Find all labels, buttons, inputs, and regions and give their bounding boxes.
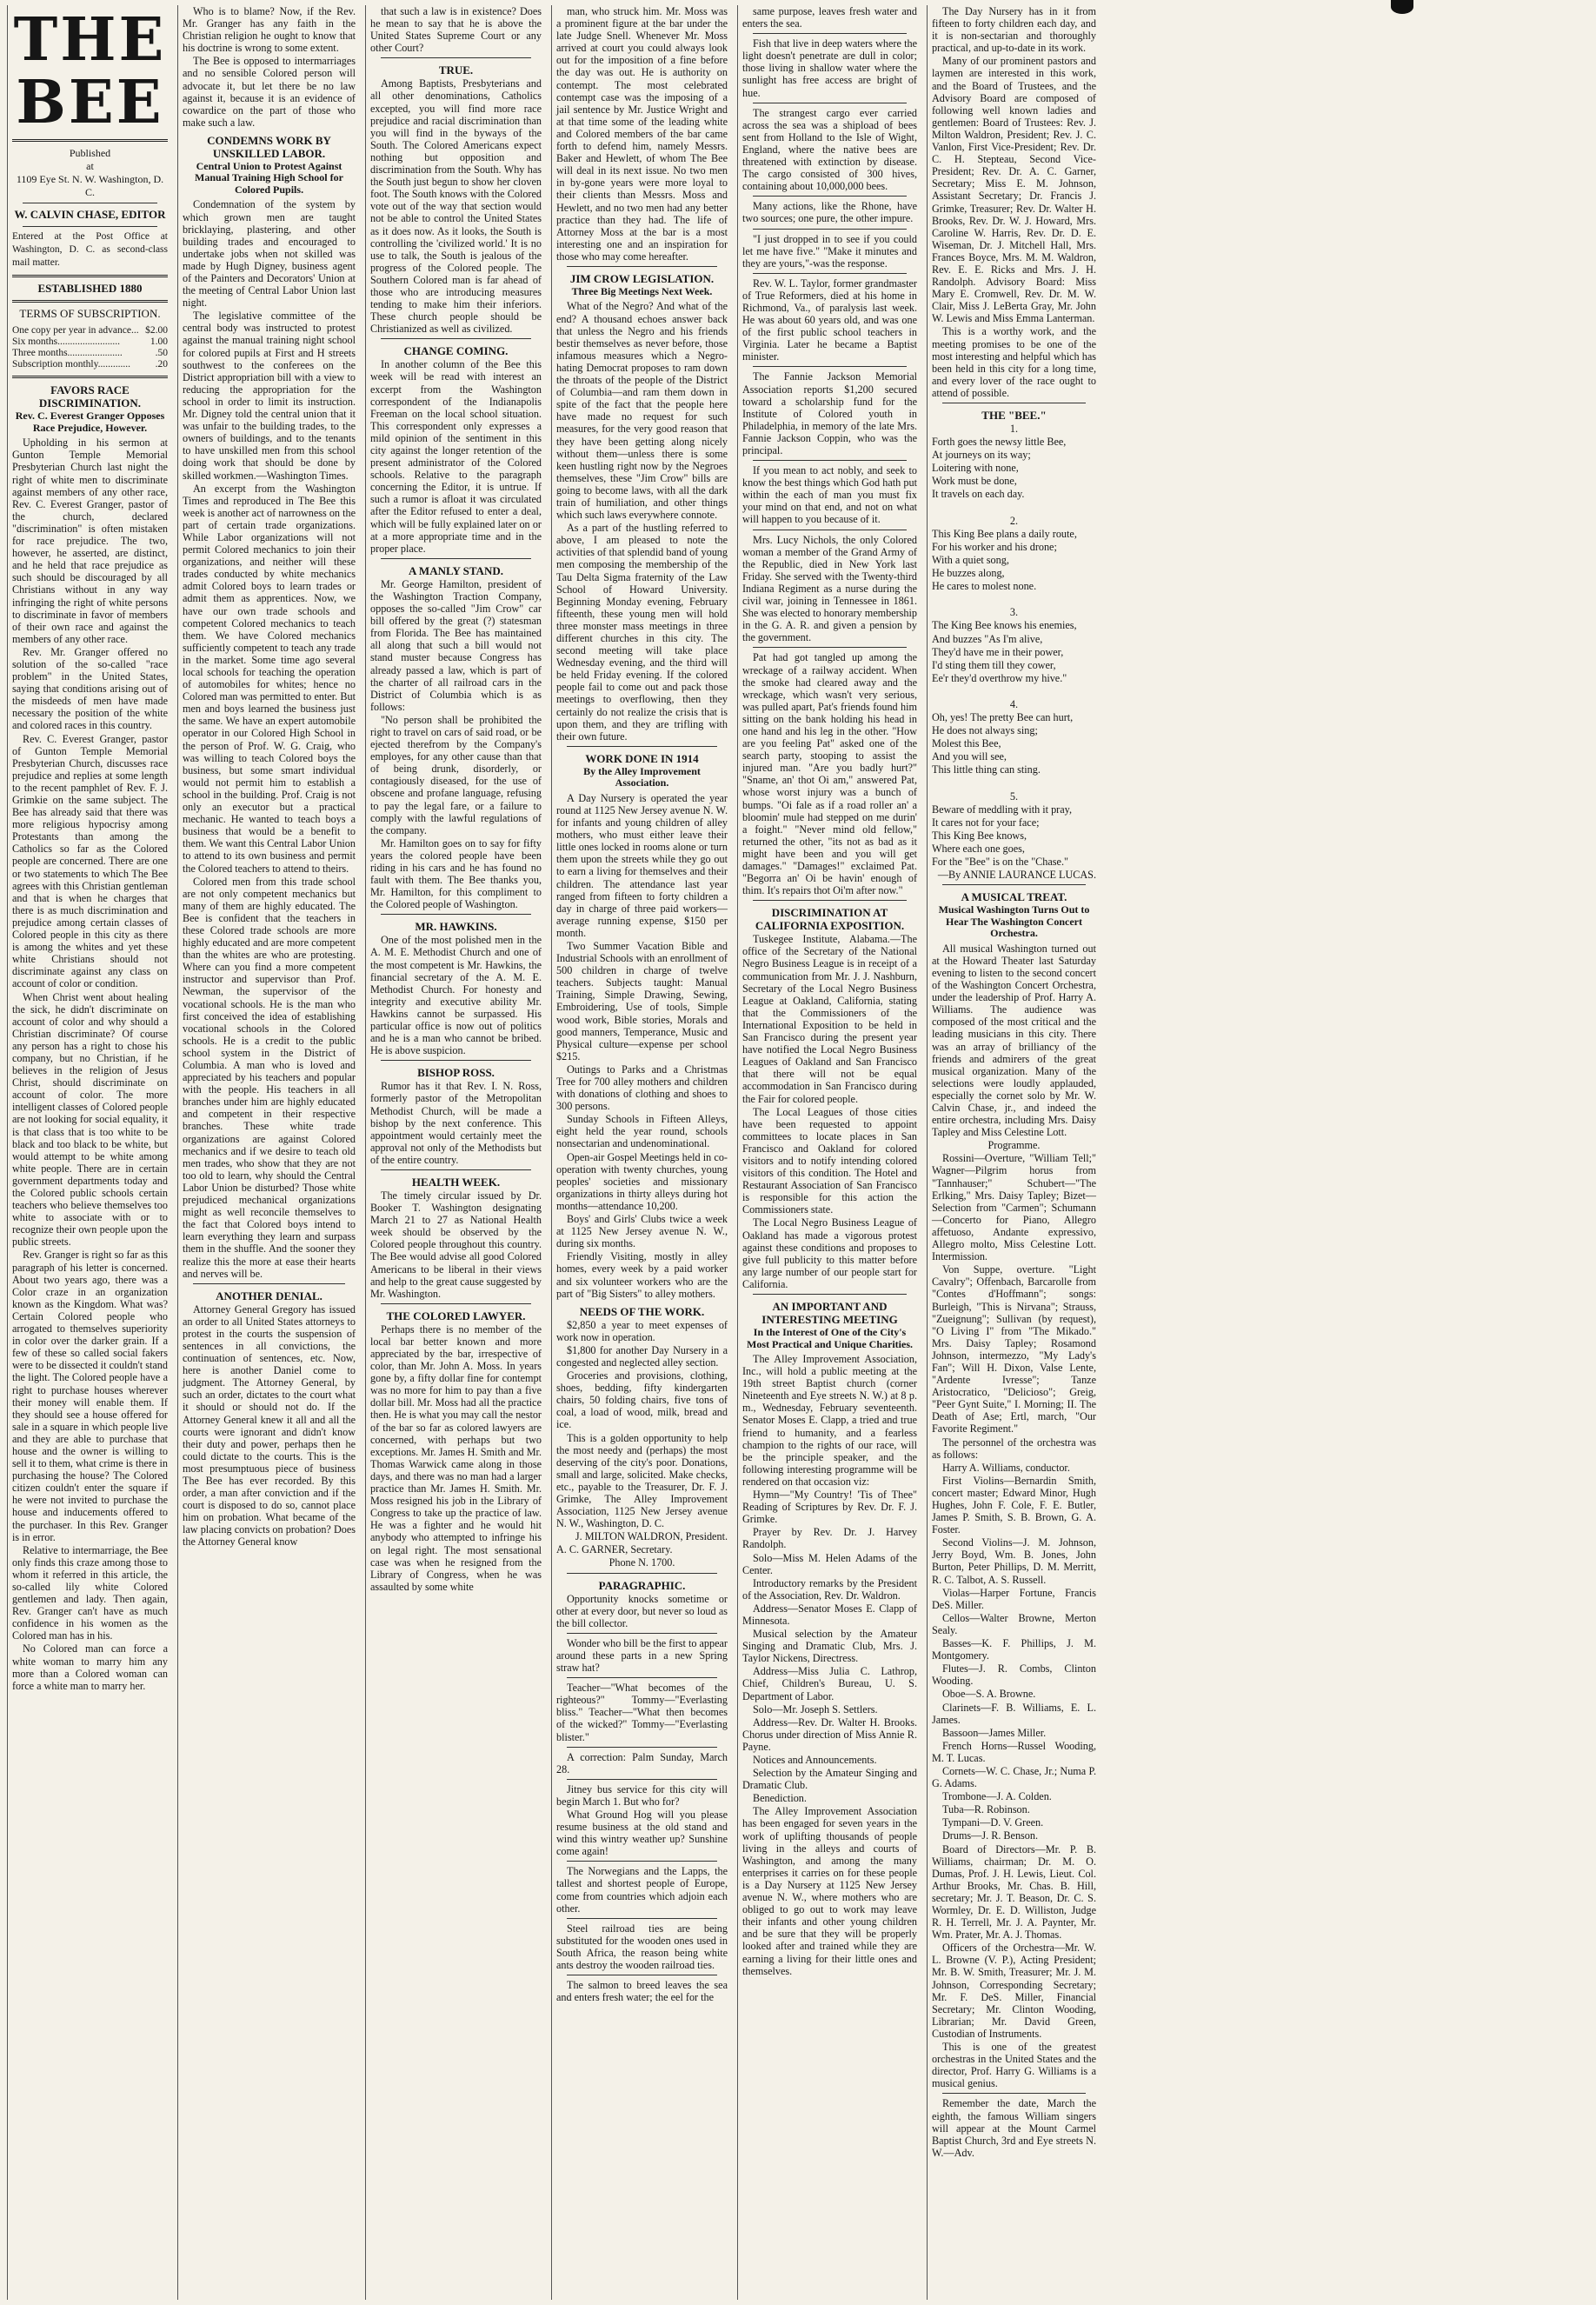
poem-line: With a quiet song, <box>932 553 1009 566</box>
article-paragraph: Outings to Parks and a Christmas Tree for 700 alley mothers and children with donations of clothing and shoes to 300 persons. <box>556 1063 728 1113</box>
poem-line: He cares to molest none. <box>932 580 1037 593</box>
divider <box>567 1633 717 1634</box>
poem <box>932 423 1096 868</box>
poem-line: The King Bee knows his enemies, <box>932 619 1077 632</box>
article-paragraph: that such a law is in existence? Does he mean to say that he is above the United States Supreme Court or any other Court? <box>370 5 542 55</box>
column-2 <box>177 5 360 2300</box>
subscription-terms <box>12 325 168 370</box>
masthead-address: 1109 Eye St. N. W. Washington, D. C. <box>16 173 164 198</box>
article-paragraph: Upholding in his sermon at Gunton Temple Memorial Presbyterian Church last night the right of white men to discriminate against members of any other race, Rev. C. Everest Granger, pastor of the church, declared "discrimination" is often mistaken for race prejudice. The two, however, he asserted, are distinct, and he held that race prejudice as such should be discouraged by all Christians without in any way infringing the right of white persons to discriminate in favor of members of their own race and against the members of any other race. <box>12 436 168 645</box>
article-paragraph: Opportunity knocks sometime or other at every door, but never so loud as the bill collector. <box>556 1592 728 1629</box>
poem-line: And you will see, <box>932 750 1007 763</box>
article-subheadline: In the Interest of One of the City's Most Practical and Unique Charities. <box>747 1326 913 1350</box>
subscription-term-label: One copy per year in advance... <box>12 325 139 336</box>
divider <box>12 376 168 378</box>
article-paragraph: No Colored man can force a white woman to marry him any more than a Colored woman can force a white man to marry her. <box>12 1642 168 1692</box>
column-6 <box>927 5 1101 2300</box>
article-paragraph: Condemnation of the system by which grown men are taught bricklaying, plastering, and other building trades and encouraged to undertake jobs when not skilled was made by Hugh Digney, business agent of the Painters and Decorators' Union at the meeting of Central Labor Union last night. <box>183 198 356 310</box>
divider <box>567 1677 717 1678</box>
masthead-title: THE BEE <box>13 5 167 137</box>
article-paragraph: Notices and Announcements. <box>753 1754 877 1766</box>
poem-line: Oh, yes! The pretty Bee can hurt, <box>932 711 1074 724</box>
article-paragraph: Mr. Hamilton goes on to say for fifty years the colored people have been riding in his cars and he has found no fault with them. The Bee thanks you, Mr. Hamilton, for this compliment to the Colored people of Washington. <box>370 836 542 911</box>
divider <box>23 226 157 227</box>
divider <box>567 266 717 267</box>
divider <box>753 366 907 367</box>
article-paragraph: What of the Negro? And what of the end? A thousand echoes answer back that unless the Negro and his friends bestir themselves as never before, those infamous measures which a Negro-hating Democrat proposes to ram down the throats of the people of the District of Columbia—and ram them down in spite of the fact that the people here have made no request for such measures, for the very good reason that they have been getting along nicely without them—unless there is some keen hustling right now by the Negroes themselves, these "Jim Crow" bills are going to become laws, with all the dark train of humiliation, and other things which such laws everywhere connote. <box>556 300 728 522</box>
poem-line: 1. <box>1009 423 1019 435</box>
article-paragraph: Board of Directors—Mr. P. B. Williams, chairman; Dr. M. O. Dumas, Prof. J. H. Lewis, Lieut. Col. Arthur Brooks, Mr. Chas. B. Hill, secretary; Mr. J. T. Beason, Dr. C. S. Wormley, Dr. E. D. Williston, Judge R. H. Terrell, Mr. J. A. Paynter, Mr. Wm. Prater, Mr. A. J. Thomas. <box>932 1842 1096 1942</box>
poem-line: I'd sting them till they cower, <box>932 658 1056 671</box>
column-4-body <box>556 5 728 2003</box>
poem-line: They'd have me in their power, <box>932 645 1064 658</box>
article-paragraph: When Christ went about healing the sick, he didn't discriminate on account of color and why should a Christian discriminate? Of course any person has a right to chose his company, but no Christian, if he believes in the religion of Jesus Christ, should discriminate on account of color. The more intelligent classes of Colored people are not looking for social equality, it is that class that is too white to be black and too black to be white, but would attempt to be white among white people. There are in certain government departments today and the Colored public schools certain teachers who believe themselves too white to associate with or to recognize their own people upon the public streets. <box>12 990 168 1249</box>
article-paragraph: Rev. Granger is right so far as this paragraph of his letter is concerned. About two years ago, there was a Color craze in an organization known as the Kingdom. What was? Certain Colored people who arrogated to themselves superiority in color over the darker grain. If a few of these so called social fakers were to be dissected it couldn't stand the light. The Colored people have a right to purchase houses wherever their money will enable them. If they should see a house offered for sale in a square in which people live and they are able to purchase that house and the owner is willing to sell it to them, what crime is there in purchasing the house? The Colored citizen couldn't enter the square if he were not invited to purchase the house and inducements offered to the purchaser. In this Rev. Granger is in error. <box>12 1249 168 1543</box>
article-headline: TRUE. <box>438 63 474 77</box>
poem-line: Ee'r they'd overthrow my hive." <box>932 671 1067 684</box>
article-paragraph: Rumor has it that Rev. I. N. Ross, formerly pastor of the Metropolitan Methodist Church, will be made a bishop by the next conference. This appointment would certainly meet the approval not only of the Methodists but of the entire country. <box>370 1080 542 1166</box>
article-headline: BISHOP ROSS. <box>417 1066 495 1080</box>
article-headline: MR. HAWKINS. <box>415 920 497 934</box>
article-paragraph: If you mean to act nobly, and seek to know the best things which God hath put within the each of man you must fix your mind on that end, and not on what will happen to you because of it. <box>742 464 917 526</box>
article-paragraph: Rev. Mr. Granger offered no solution of the so-called "race problem" in the United States, saying that conditions arising out of the misdeeds of men have made necessary the position of the white and colored races in this country. <box>12 645 168 732</box>
article-paragraph: Cellos—Walter Browne, Merton Sealy. <box>932 1611 1096 1636</box>
subscription-terms-title: TERMS OF SUBSCRIPTION. <box>19 307 161 321</box>
article-paragraph: Officers of the Orchestra—Mr. W. L. Browne (V. P.), Acting President; Mr. B. W. Smith, Treasurer; Mr. J. M. Johnson, Corresponding Secretary; Mr. F. DeS. Miller, Financial Secretary; Mr. Clinton Wooding, Librarian; Mr. David Green, Custodian of Instruments. <box>932 1942 1096 2040</box>
article-paragraph: Perhaps there is no member of the local bar better known and more appreciated by the bar, irrespective of color, than Mr. John A. Moss. In years gone by, a fifty dollar fine for contempt was no more for him to pay than a five dollar bill. Mr. Moss had all the practice then. He is what you may call the nestor of the bar so far as colored lawyers are concerned, with perhaps but two exceptions. Mr. James H. Smith and Mr. Thomas Warwick came along in those days, and there was no man had a larger practice than Mr. James H. Smith. Mr. Moss resigned his job in the Library of Congress to take up the practice of law. He was a fighter and he would hit anybody who attempted to infringe his on legal right. The most sensational case was when he resigned from the Library of Congress, when he was assaulted by some white <box>370 1322 542 1593</box>
article-paragraph: Tuba—R. Robinson. <box>942 1803 1030 1816</box>
divider <box>381 1060 531 1061</box>
article-paragraph: Bassoon—James Miller. <box>942 1726 1047 1739</box>
divider <box>567 1747 717 1748</box>
article-headline: ANOTHER DENIAL. <box>216 1289 323 1302</box>
divider <box>381 57 531 58</box>
poem-line: This King Bee plans a daily route, <box>932 527 1077 540</box>
article-paragraph: Steel railroad ties are being substituted for the wooden ones used in South Africa, the reason being white ants destroy the wooden railroad ties. <box>556 1922 728 1971</box>
article-paragraph: Jitney bus service for this city will begin March 1. But who for? <box>556 1782 728 1808</box>
divider <box>753 33 907 34</box>
article-paragraph: The personnel of the orchestra was as follows: <box>932 1436 1096 1461</box>
article-paragraph: Clarinets—F. B. Williams, E. L. James. <box>932 1701 1096 1726</box>
article-headline: A MANLY STAND. <box>409 563 503 577</box>
subscription-term-row <box>12 325 168 336</box>
article-headline: A MUSICAL TREAT. <box>961 890 1067 904</box>
article-paragraph: Flutes—J. R. Combs, Clinton Wooding. <box>932 1662 1096 1688</box>
divider <box>381 338 531 339</box>
article-paragraph: This is a worthy work, and the meeting promises to be one of the most interesting and helpful which has been held in this city for a long time, and every lover of the race ought to attend of possible. <box>932 325 1096 399</box>
poem-line: Where each one goes, <box>932 843 1025 855</box>
article-paragraph: The timely circular issued by Dr. Booker T. Washington designating March 21 to 27 as National Health week should be observed by the Colored people throughout this country. The Bee would advise all good Colored Americans to be liberal in their views and help to the great cause suggested by Mr. Washington. <box>370 1189 542 1300</box>
mail-entry-notice: Entered at the Post Office at Washington, D. C. as second-class mail matter. <box>12 231 168 269</box>
subscription-term-label: Three months...................... <box>12 348 123 359</box>
article-subheadline: Three Big Meetings Next Week. <box>571 284 713 297</box>
article-paragraph: Remember the date, March the eighth, the famous William singers will appear at the Mount Carmel Baptist Church, 3rd and Eye streets N. W.—Adv. <box>932 2097 1096 2159</box>
article-paragraph: A correction: Palm Sunday, March 28. <box>556 1750 728 1775</box>
article-paragraph: The strangest cargo ever carried across the sea was a shipload of bees sent from Holland to the Isle of Wight, England, where the native bees are threatened with extinction by disease. The cargo consisted of 300 hives, containing about 10,000,000 bees. <box>742 106 917 193</box>
article-headline: AN IMPORTANT AND INTERESTING MEETING <box>761 1300 898 1326</box>
article-paragraph: Programme. <box>988 1139 1041 1152</box>
divider <box>567 1573 717 1574</box>
article-paragraph: A Day Nursery is operated the year round at 1125 New Jersey avenue N. W. for infants and young children of alley mothers, who must either leave their little ones locked in rooms alone or turn them upon the streets while they go out to earn a living for themselves and their children. The attendance last year ranged from fifteen to forty children a day in charge of three paid workers—average running expense, $150 per month. <box>556 791 728 939</box>
divider <box>381 558 531 559</box>
article-paragraph: Address—Rev. Dr. Walter H. Brooks. Chorus under direction of Miss Annie R. Payne. <box>742 1715 917 1753</box>
article-paragraph: One of the most polished men in the A. M. E. Methodist Church and one of the most competent is Mr. Hawkins, the financial secretary of the A. M. E. Methodist Church. For honesty and integrity and executive ability Mr. Hawkins cannot be surpassed. His particular office is now out of politics and he is a man who cannot be bribed. He is above suspicion. <box>370 934 542 1057</box>
article-paragraph: man, who struck him. Mr. Moss was a prominent figure at the bar under the late Judge Snell. Whenever Mr. Moss arrived at court you could always look out for the imposition of a fine before the day was out. He is authority on contempt. The most celebrated contempt case was the imposing of a jail sentence by Mr. Justice Wright and at that time some of the leading white and Colored members of the bar came forth to defend him, namely Messrs. Baker and Hewlett, of whom The Bee will deal in its next issue. No two men in by-gone years were more loyal to their clients than Messrs. Moss and Hewlett, and no two men had any better practice than they had. The life of Attorney Moss at the bar is a most interesting one and an inspiration for those who may come hereafter. <box>556 5 728 263</box>
article-paragraph: This is one of the greatest orchestras in the United States and the director, Prof. Harry G. Williams is a musical genius. <box>932 2041 1096 2090</box>
divider <box>12 300 168 303</box>
article-paragraph: The Alley Improvement Association, Inc., will hold a public meeting at the 19th street Baptist church (corner Nineteenth and Eye streets N. W.) at 8 p. m., Wednesday, February seventeenth. Senator Moses E. Clapp, a tried and true friend to humanity, and a fearless champion to the rights of our race, will be the principle speaker, and the following interesting programme will be rendered on that occasion viz: <box>742 1353 917 1488</box>
poem-line: This little thing can sting. <box>932 763 1041 776</box>
poem-line <box>932 685 1096 697</box>
subscription-term-row <box>12 336 168 348</box>
poem-line <box>932 502 1096 514</box>
poem-line: 2. <box>1009 514 1019 527</box>
divider <box>381 1303 531 1304</box>
article-paragraph: Pat had got tangled up among the wreckage of a railway accident. When the smoke had cleared away and the wreckage, which wasn't very serious, was pulled apart, Pat's friends found him sitting on the bank holding his head in one hand and his leg in the other. "How are you feeling Pat" asked one of the search party, stooping to assist the injured man. "Are you badly hurt?" "Sname, an' thot Oi am," answered Pat, whose worst injury was a bunch of bumps. "Oi fale as if a road roller an' a bloomin' mule had stepped on me durin' a foight." "Never mind old fellow," returned the other, "its not as bad as it might have been and you will get damages." "Damages!" exclaimed Pat. "Begorra an' Oi be havin' enough of thim. It's repairs thot Oi'm after now." <box>742 651 917 897</box>
column-3-body <box>370 5 542 1593</box>
article-headline: THE COLORED LAWYER. <box>386 1309 526 1322</box>
article-paragraph: Phone N. 1700. <box>608 1556 675 1569</box>
column-5-body <box>742 5 917 1977</box>
article-headline: JIM CROW LEGISLATION. <box>569 271 715 285</box>
article-paragraph: Among Baptists, Presbyterians and all other denominations, Catholics excepted, you will find more race prejudice and racial discrimination than you will find in the byways of the South. The Colored Americans expect nothing but opposition and discrimination from the South. Why has the South just begun to show her cloven foot. The South knows with the Colored vote out of the way that section would not be able to control the United States as it does now. As it looks, the South is controlling the 'civilized world.' It is no use to talk, the South is jealous of the progress of the Colored people. The Southern Colored man is far ahead of those who are introducing measures tending to make him their inferiors. These church people should be Christianized as well as civilized. <box>370 77 542 336</box>
article-paragraph: Wonder who bill be the first to appear around these parts in a new Spring straw hat? <box>556 1636 728 1675</box>
article-paragraph: Boys' and Girls' Clubs twice a week at 1125 New Jersey avenue N. W., during six months. <box>556 1213 728 1250</box>
divider <box>753 647 907 648</box>
article-paragraph: The Bee is opposed to intermarriages and no sensible Colored person will advocate it, but let there be no law against it, because it is an evidence of cowardice on the part of those who make such a law. <box>183 55 356 129</box>
poem-line: 3. <box>1009 606 1019 619</box>
article-paragraph: Attorney General Gregory has issued an order to all United States attorneys to protest in the courts the suspension of sentences in all convictions, the continuation of sentences, etc. Now, here is another Daniel come to judgment. The Attorney General, by such an order, dictates to the court what it should or should not do. If the Attorney General knew it all and all the courts were ignorant and didn't know their duty and power, perhaps then he could dictate to the courts. This is the most presumptuous piece of business The Bee has ever recorded. By this order, a man after conviction and if the court is disposed to do so, cannot place him on probation. What became of the law placing convicts on probation? Does the Attorney General know <box>183 1302 356 1549</box>
divider <box>753 1294 907 1295</box>
article-paragraph: "No person shall be prohibited the right to travel on cars of said road, or be ejected therefrom by the Company's employes, for any other cause than that of being drunk, disorderly, or contagiously diseased, for the use of obscene and profane language, refusing to pay the legal fare, or a failure to comply with the lawful regulations of the company. <box>370 713 542 836</box>
article-paragraph: Rev. W. L. Taylor, former grandmaster of True Reformers, died at his home in Richmond, Va., of paralysis last week. He was about 60 years old, and was one of the first public school teachers in Virginia. Later he became a Baptist minister. <box>742 276 917 363</box>
article-paragraph: Mr. George Hamilton, president of the Washington Traction Company, opposes the so-called "Jim Crow" car bill offered by the great (?) statesman from Florida. The Bee has maintained all along that such a bill would not stand muster because Congress has already passed a law, which is part of the charter of all railroad cars in the District of Columbia which is as follows: <box>370 577 542 713</box>
article-headline: CHANGE COMING. <box>403 344 509 358</box>
article-paragraph: Introductory remarks by the President of the Association, Rev. Dr. Waldron. <box>742 1576 917 1602</box>
article-paragraph: Many of our prominent pastors and laymen are interested in this work, and the Board of Trustees, and the Advisory Board are composed of following well known ladies and gentlemen: Board of Trustees: Rev. J. Milton Waldron, President; Rev. J. C. Vanlon, First Vice-President; Rev. Dr. C. H. Stepteau, Second Vice-President; Rev. Dr. A. C. Garner, Secretary; Miss E. M. Johnson, Assistant Secretary; Dr. Francis J. Grimke, Treasurer; Rev. Dr. Walter H. Brooks, Rev. Dr. W. J. Howard, Mrs. Caroline W. Harris, Rev. Dr. D. E. Wiseman, Dr. J. Mitchell Hall, Mrs. Frances Boyce, Mrs. M. M. Waldron, Rev. E. E. Ricks and Mrs. J. H. Randolph. Advisory Board: Miss Mary E. Cromwell, Rev. Dr. M. W. Clair, Miss J. LeBerta Gray, Mr. John W. Lewis and Miss Emma Lanterman. <box>932 55 1096 325</box>
poem-line: He does not always sing; <box>932 724 1038 737</box>
article-paragraph: Teacher—"What becomes of the righteous?" Tommy—"Everlasting bliss." Teacher—"What then becomes of the wicked?" Tommy—"Everlasting blister." <box>556 1682 728 1743</box>
divider <box>942 884 1086 885</box>
article-subheadline: By the Alley Improvement Association. <box>583 764 701 789</box>
article-paragraph: Fish that live in deep waters where the light doesn't penetrate are dull in color; those living in shallow water where the sunlight has free access are bright of hue. <box>742 37 917 99</box>
article-subheadline: Central Union to Protest Against Manual Training High School for Colored Pupils. <box>195 159 343 196</box>
article-paragraph: All musical Washington turned out at the Howard Theater last Saturday evening to listen to the second concert of the Washington Concert Orchestra, under the leadership of Prof. Harry A. Williams. The audience was composed of the most critical and the leading musicians in this city. There was an array of brilliancy of the friends and admirers of the great musical organization. Many of the selections were loudly applauded, especially the cornet solo by Mr. W. Calvin Chase, jr., and indeed the entire orchestra, including Mrs. Daisy Tapley and Miss Celestine Lott. <box>932 942 1096 1139</box>
divider <box>753 273 907 274</box>
divider <box>567 1918 717 1919</box>
article-headline: WORK DONE IN 1914 <box>585 751 699 765</box>
article-paragraph: Address—Senator Moses E. Clapp of Minnesota. <box>742 1602 917 1627</box>
divider <box>753 196 907 197</box>
article-paragraph: Solo—Miss M. Helen Adams of the Center. <box>742 1551 917 1576</box>
divider <box>753 900 907 901</box>
subscription-term-label: Six months......................... <box>12 336 120 348</box>
article-paragraph: Harry A. Williams, conductor. <box>942 1461 1070 1474</box>
poem-line <box>932 777 1096 789</box>
article-paragraph: Many actions, like the Rhone, have two sources; one pure, the other impure. <box>742 200 917 225</box>
subscription-term-label: Subscription monthly............. <box>12 359 130 370</box>
article-paragraph: Who is to blame? Now, if the Rev. Mr. Granger has any faith in the Christian religion he ought to know that his doctrine is wrong to some extent. <box>183 5 356 55</box>
article-headline: PARAGRAPHIC. <box>598 1578 686 1592</box>
article-paragraph: Oboe—S. A. Browne. <box>942 1688 1036 1701</box>
subscription-term-price: 1.00 <box>150 336 168 348</box>
article-paragraph: Address—Miss Julia C. Lathrop, Chief, Children's Bureau, U. S. Department of Labor. <box>742 1665 917 1702</box>
article-paragraph: An excerpt from the Washington Times and reproduced in The Bee this week is another act of narrowness on the part of certain trade organizations. While Labor organizations will not permit Colored mechanics to join their organizations, and neither will these trades conducted by white mechanics admit Colored boys to learn trades or admit them as apprentices. Now, we have our own trade schools and competent Colored mechanics to teach them. We have Colored mechanics sufficiently competent to teach any trade in the market. Some time ago several local schools for teaching the operation of automobiles for whites; hence no Colored man was permitted to enter. But men and boys learned the business just the same. We have an expert automobile operator in our Colored High School in the person of Prof. W. G. Craig, who was willing to teach Colored boys the business, but some smart individual would not permit him to establish a school in the building. Prof. Craig is not only an executor but a practical mechanic. He wanted to teach boys a business that would be a benefit to them. We want this Central Labor Union to attend to its own business and permit the Colored teachers to attend to theirs. <box>183 482 356 875</box>
article-paragraph: Rev. C. Everest Granger, pastor of Gunton Temple Memorial Presbyterian Church, discusses race prejudice and replies at some length to the recent pamphlet of Rev. F. J. Grimkie on the same subject. The Bee has already said that there was more religious hypocrisy among Protestants than among the Catholics so far as the Colored people are concerned. There are one or two statements to which The Bee agrees with this Christian gentleman and that is when he charges that there is as much discrimination and prejudice among certain classes of Colored people in this city as there is among the whites and yet these white Christians should not discriminate against any class on account of color or condition. <box>12 732 168 990</box>
column-4 <box>551 5 732 2300</box>
article-paragraph: The Day Nursery has in it from fifteen to forty children each day, and it is non-sectarian and thoroughly practical, and up-to-date in its work. <box>932 5 1096 55</box>
article-paragraph: Open-air Gospel Meetings held in co-operation with twenty churches, young peoples' societies and missionary organizations in thirty alleys during hot months—attendance 10,200. <box>556 1150 728 1212</box>
poem-line: Beware of meddling with it pray, <box>932 803 1072 816</box>
article-headline: FAVORS RACE DISCRIMINATION. <box>38 383 142 410</box>
subscription-term-price: .50 <box>155 348 168 359</box>
article-paragraph: Groceries and provisions, clothing, shoes, bedding, fifty kindergarten chairs, 50 folding chairs, five tons of coal, a load of wood, milk, bread and ice. <box>556 1369 728 1431</box>
poem-line: 5. <box>1009 789 1019 803</box>
article-paragraph: In another column of the Bee this week will be read with interest an excerpt from the Washington correspondent of the Indianapolis Freeman on the local school situation. This correspondent only expresses a mild opinion of the sentiment in this city against the longer retention of the present administrator of the Colored schools. Relative to the paragraph concerning the Editor, it is untrue. If such a rumor is afloat it was circulated after the Editor refused to enter a deal, which will be fully explained later on or at a more appropriate time and in the proper place. <box>370 358 542 555</box>
article-paragraph: Musical selection by the Amateur Singing and Dramatic Club, Mrs. J. Taylor Nickens, Directress. <box>742 1628 917 1665</box>
divider <box>567 746 717 747</box>
divider <box>12 275 168 277</box>
article-paragraph: $1,800 for another Day Nursery in a congested and neglected alley section. <box>556 1343 728 1369</box>
column-1 <box>7 5 172 2300</box>
divider <box>753 460 907 461</box>
article-headline: HEALTH WEEK. <box>411 1175 501 1189</box>
divider <box>567 1779 717 1780</box>
column-2-body <box>183 5 356 1549</box>
article-paragraph: As a part of the hustling referred to above, I am pleased to note the activities of that splendid band of young men composing the membership of the Tau Delta Sigma fraternity of the Law School of Howard University. Beginning Monday evening, February fifteenth, these young men will hold three monster mass meetings in three different churches in this city. The second meeting will take place Wednesday evening, and the third will be held Friday evening. If the colored people fail to come out and pack those meetings to overflowing, then they certainly do not realize the crisis that is upon them, and they are trifling with their own future. <box>556 522 728 743</box>
article-subheadline: Musical Washington Turns Out to Hear The Washington Concert Orchestra. <box>938 903 1090 940</box>
poem-line: For the "Bee" is on the "Chase." <box>932 856 1068 869</box>
column-6-body <box>932 5 1096 2159</box>
article-paragraph: Von Suppe, overture. "Light Cavalry"; Offenbach, Barcarolle from "Contes d'Hoffmann"; songs: Burleigh, "This is Nirvana"; Strauss, "Zueignung"; Sullivan (by request), "O Living I" from "The Mikado." Mrs. Daisy Tapley; Rosamond Johnson, intermezzo, "My Lady's Fan"; Will H. Dixon, Valse Lente, "Ardente Ivresse"; Tanze Aristocratico, "Delicioso"; Greig, "Peer Gynt Suite," I. Morning; II. The Death of Ase; Ertl, march, "Our Favorite Regiment." <box>932 1263 1096 1436</box>
article-paragraph: Benediction. <box>753 1792 807 1805</box>
article-paragraph: The salmon to breed leaves the sea and enters fresh water; the eel for the <box>556 1979 728 2004</box>
subscription-term-price: .20 <box>155 359 168 370</box>
article-paragraph: $2,850 a year to meet expenses of work now in operation. <box>556 1318 728 1343</box>
article-paragraph: The Alley Improvement Association has been engaged for seven years in the work of uplifting thousands of people living in the alleys and courts of Washington, and among the many enterprises it carries on for these people is a Day Nursery at 1125 New Jersey avenue N. W., where mothers who are obliged to go out to work may leave their infants and other young children and be sure that they will be properly looked after and trained while they are earning a living for their little ones and themselves. <box>742 1805 917 1977</box>
article-paragraph: French Horns—Russel Wooding, M. T. Lucas. <box>932 1739 1096 1764</box>
poem-line: It travels on each day. <box>932 488 1025 501</box>
divider <box>381 1169 531 1170</box>
article-paragraph: The legislative committee of the central body was instructed to protest against the manual training night school for colored pupils at First and H streets southwest to the conferees on the District appropriation bill with a view to reducing the appropriation for the school in order to limit its instruction. Mr. Digney told the central union that it was unfair to the building trades, to the owners of buildings, and to the tenants to have unskilled men from this school doing work that should be done by skilled workmen.—Washington Times. <box>183 310 356 482</box>
established-notice: ESTABLISHED 1880 <box>37 282 143 296</box>
subscription-term-price: $2.00 <box>145 325 168 336</box>
article-paragraph: Basses—K. F. Phillips, J. M. Montgomery. <box>932 1637 1096 1662</box>
article-paragraph: What Ground Hog will you please resume business at the old stand and wind this wintry weather up? Sunshine come again! <box>556 1808 728 1858</box>
ink-blot <box>1391 0 1413 14</box>
article-paragraph: Tympani—D. V. Green. <box>942 1816 1044 1829</box>
article-paragraph: Mrs. Lucy Nichols, the only Colored woman a member of the Grand Army of the Republic, died in New York last Friday. She served with the Twenty-third Indiana Regiment as a nurse during the civil war, joining in Tennessee in 1861. She was elected to honorary membership in the G. A. R. and given a pension by the government. <box>742 533 917 644</box>
article-paragraph: Violas—Harper Fortune, Francis DeS. Miller. <box>932 1586 1096 1611</box>
article-subheadline: Rev. C. Everest Granger Opposes Race Prejudice, However. <box>15 410 165 434</box>
article-paragraph: First Violins—Bernardin Smith, concert master; Edward Minor, Hugh Hughes, John F. Cole, F. E. Butler, James P. Smith, S. B. Brown, G. A. Foster. <box>932 1474 1096 1536</box>
poem-line: This King Bee knows, <box>932 829 1027 842</box>
divider <box>193 1283 345 1284</box>
published-at: at <box>86 160 94 172</box>
masthead-editor: W. CALVIN CHASE, EDITOR <box>14 208 166 221</box>
article-paragraph: Second Violins—J. M. Johnson, Jerry Boyd, Wm. B. Jones, John Burton, Peter Phillips, D. M. Merritt, R. C. Talbot, A. S. Russell. <box>932 1536 1096 1586</box>
article-paragraph: The Norwegians and the Lapps, the tallest and shortest people of Europe, come from countries which adjoin each other. <box>556 1865 728 1915</box>
article-paragraph: —By ANNIE LAURANCE LUCAS. <box>937 869 1096 882</box>
article-paragraph: Selection by the Amateur Singing and Dramatic Club. <box>742 1767 917 1792</box>
column-1-body <box>12 383 168 1692</box>
article-paragraph: Two Summer Vacation Bible and Industrial Schools with an enrollment of 500 children in charge of twelve teachers. Subjects taught: Manual Training, Simple Drawing, Sewing, Embroidering, Use of tools, Simple wood work, Bible stories, Morals and good manners, Temperance, Music and Physical culture—expense per school $215. <box>556 939 728 1063</box>
divider <box>942 2093 1086 2094</box>
article-paragraph: A. C. GARNER, Secretary. <box>556 1543 673 1556</box>
article-paragraph: Rossini—Overture, "William Tell;" Wagner—Pilgrim horus from "Tannhauser;" Schubert—"The Erlking," Mrs. Daisy Tapley; Bizet—Selection from "Carmen"; Schumann—Concerto for Piano, Allegro affetuoso, Andante expressivo, Allegro molto, Miss Celestine Lott. Intermission. <box>932 1152 1096 1263</box>
subscription-term-row <box>12 348 168 359</box>
article-paragraph: Friendly Visiting, mostly in alley homes, every week by a paid worker and six volunteer workers who are the part of "Big Sisters" to alley mothers. <box>556 1250 728 1300</box>
article-paragraph: Solo—Mr. Joseph S. Settlers. <box>753 1702 878 1715</box>
poem-line: And buzzes "As I'm alive, <box>932 632 1043 645</box>
poem-line: It cares not for your face; <box>932 816 1040 829</box>
poem-line: At journeys on its way; <box>932 449 1031 462</box>
article-paragraph: Sunday Schools in Fifteen Alleys, eight held the year round, schools nonsectarian and undenominational. <box>556 1113 728 1150</box>
article-paragraph: Hymn—"My Country! 'Tis of Thee" Reading of Scriptures by Rev. Dr. F. J. Grimke. <box>742 1489 917 1526</box>
article-headline: NEEDS OF THE WORK. <box>579 1304 705 1318</box>
article-paragraph: Cornets—W. C. Chase, Jr.; Numa P. G. Adams. <box>932 1764 1096 1790</box>
published-label: Published <box>69 147 111 159</box>
poem-line: Loitering with none, <box>932 462 1019 475</box>
poem-line: Forth goes the newsy little Bee, <box>932 436 1067 449</box>
article-paragraph: The Fannie Jackson Memorial Association reports $1,200 secured toward a scholarship fund for the Institute of Colored youth in Philadelphia, in memory of the late Mrs. Fannie Jackson Coppin, who was the principal. <box>742 370 917 456</box>
article-paragraph: Relative to intermarriage, the Bee only finds this craze among those to whom it referred in this article, the so-called lily white Colored gentlemen and lady. Then again, Rev. Granger can't have as much confidence in his women as the Colored man has in his. <box>12 1543 168 1642</box>
article-paragraph: Tuskegee Institute, Alabama.—The office of the Secretary of the National Negro Business League is in receipt of a communication from Mr. J. J. Nashburn, Secretary of the Local Negro Business League at Oakland, California, stating that the Commissioners of the International Exposition to be held in San Francisco during the present year have notified the Local Negro Business Leagues of Oakland and San Francisco that there will not be equal accommodation in San Francisco during the Fair for colored people. <box>742 933 917 1105</box>
article-paragraph: This is a golden opportunity to help the most needy and (perhaps) the most deserving of the city's poor. Donations, small and large, solicited. Make checks, etc., payable to the Treasurer, Dr. F. J. Grimke, The Alley Improvement Association, 1125 New Jersey avenue N. W., Washington, D. C. <box>556 1431 728 1530</box>
divider <box>753 229 907 230</box>
column-3 <box>365 5 546 2300</box>
article-paragraph: The Local Negro Business League of Oakland has made a vigorous protest against these conditions and proposes to give full publicity to this matter before any large number of our people start for California. <box>742 1216 917 1290</box>
article-headline: CONDEMNS WORK BY UNSKILLED LABOR. <box>207 133 331 160</box>
poem-line: Molest this Bee, <box>932 737 1001 750</box>
article-paragraph: "I just dropped in to see if you could let me have five." "Make it minutes and they are yours,"-was the response. <box>742 232 917 270</box>
poem-line: For his worker and his drone; <box>932 540 1057 553</box>
article-headline: THE "BEE." <box>981 409 1047 422</box>
poem-line <box>932 593 1096 605</box>
poem-line: 4. <box>1009 697 1019 710</box>
article-paragraph: J. MILTON WALDRON, President. <box>575 1530 728 1543</box>
subscription-term-row <box>12 359 168 370</box>
article-paragraph: The Local Leagues of those cities have been requested to appoint committees to locate places in San Francisco and Oakland for colored visitors and to notify intending colored visitors of this condition. The Hotel and Restaurant Association of San Francisco is responsible for this action the Commissioners state. <box>742 1105 917 1216</box>
article-paragraph: same purpose, leaves fresh water and enters the sea. <box>742 5 917 30</box>
article-paragraph: Prayer by Rev. Dr. J. Harvey Randolph. <box>742 1526 917 1551</box>
article-headline: DISCRIMINATION AT CALIFORNIA EXPOSITION. <box>755 906 905 933</box>
column-5 <box>737 5 921 2300</box>
article-paragraph: Colored men from this trade school are not only competent mechanics but many of them are highly educated. The Bee is confident that the teachers in these Colored trade schools are more highly educated and are more competent than the whites are who are protesting. Where can you find a more competent instructor and supervisor than Prof. Newman, the supervisor of the vocational schools. He is the man who first conceived the idea of establishing vocational schools in the Colored schools. He is a credit to the public school system in the District of Columbia. A man who is loved and appreciated by his teachers and popular with the people. His teachers in all branches under him are highly educated and competent in their respective branches. These white trade organizations are against Colored mechanics and if we desire to teach old men trades, who show that they are not too old to learn, why should the Central Labor Union be disturbed? Those white prejudiced mechanical organizations might as well reconcile themselves to the fact that Colored boys intend to learn everything they learn and surpass them in the shuffle. And the sooner they realize this the more at ease their hearts and nerves will be. <box>183 875 356 1280</box>
divider <box>381 914 531 915</box>
poem-line: He buzzes along, <box>932 567 1005 580</box>
divider <box>567 1861 717 1862</box>
divider <box>12 139 168 142</box>
article-paragraph: Trombone—J. A. Colden. <box>942 1790 1052 1803</box>
article-paragraph: Drums—J. R. Benson. <box>942 1829 1039 1842</box>
poem-line: Work must be done, <box>932 475 1017 488</box>
